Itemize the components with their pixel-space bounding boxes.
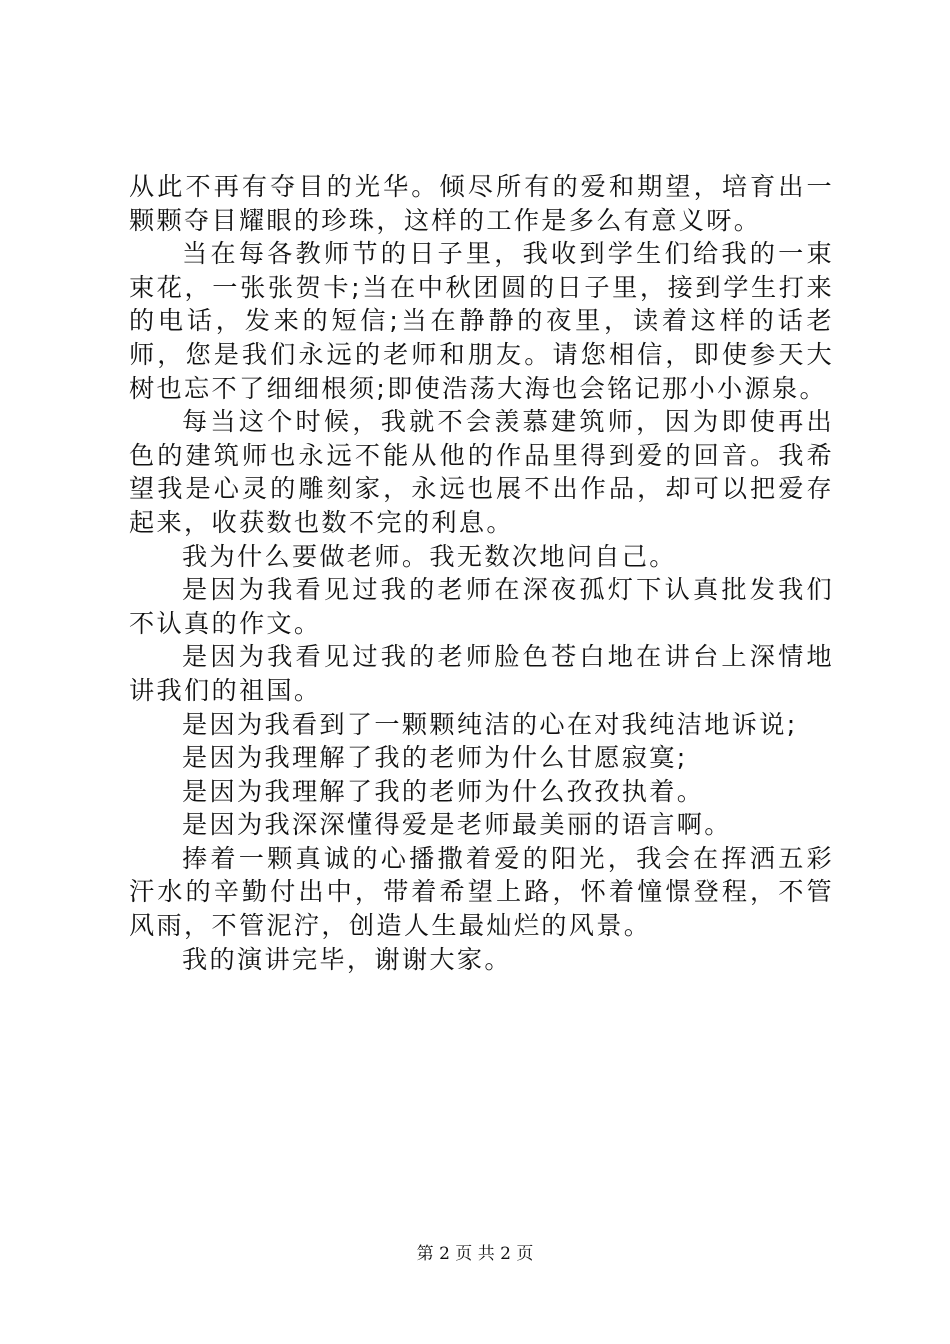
paragraph-10: 是因为我深深懂得爱是老师最美丽的语言啊。: [182, 810, 732, 840]
page-footer: 第 2 页 共 2 页: [416, 1244, 534, 1264]
paragraph-9: 是因为我理解了我的老师为什么孜孜执着。: [182, 776, 705, 806]
paragraph-1: 从此不再有夺目的光华。倾尽所有的爱和期望，培育出一颗颗夺目耀眼的珍珠，这样的工作是多么有意义呀。: [129, 172, 834, 235]
paragraph-6: 是因为我看见过我的老师脸色苍白地在讲台上深情地讲我们的祖国。: [129, 642, 834, 705]
paragraph-8: 是因为我理解了我的老师为什么甘愿寂寞;: [182, 743, 688, 773]
paragraph-5: 是因为我看见过我的老师在深夜孤灯下认真批发我们不认真的作文。: [129, 575, 834, 638]
paragraph-3: 每当这个时候，我就不会羡慕建筑师，因为即使再出色的建筑师也永远不能从他的作品里得到爱的回音。我希望我是心灵的雕刻家，永远也展不出作品，却可以把爱存起来，收获数也数不完的利息。: [129, 407, 834, 537]
paragraph-11: 捧着一颗真诚的心播撒着爱的阳光，我会在挥洒五彩汗水的辛勤付出中，带着希望上路，怀着憧憬登程，不管风雨，不管泥泞，创造人生最灿烂的风景。: [129, 843, 834, 941]
document-body: [129, 170, 834, 976]
paragraph-12: 我的演讲完毕，谢谢大家。: [182, 944, 512, 974]
paragraph-4: 我为什么要做老师。我无数次地问自己。: [182, 541, 677, 571]
paragraph-7: 是因为我看到了一颗颗纯洁的心在对我纯洁地诉说;: [182, 709, 798, 739]
paragraph-2: 当在每各教师节的日子里，我收到学生们给我的一束束花，一张张贺卡;当在中秋团圆的日子里，接到学生打来的电话，发来的短信;当在静静的夜里，读着这样的话老师，您是我们永远的老师和朋友。请您相信，即使参天大树也忘不了细细根须;即使浩荡大海也会铭记那小小源泉。: [129, 239, 834, 403]
